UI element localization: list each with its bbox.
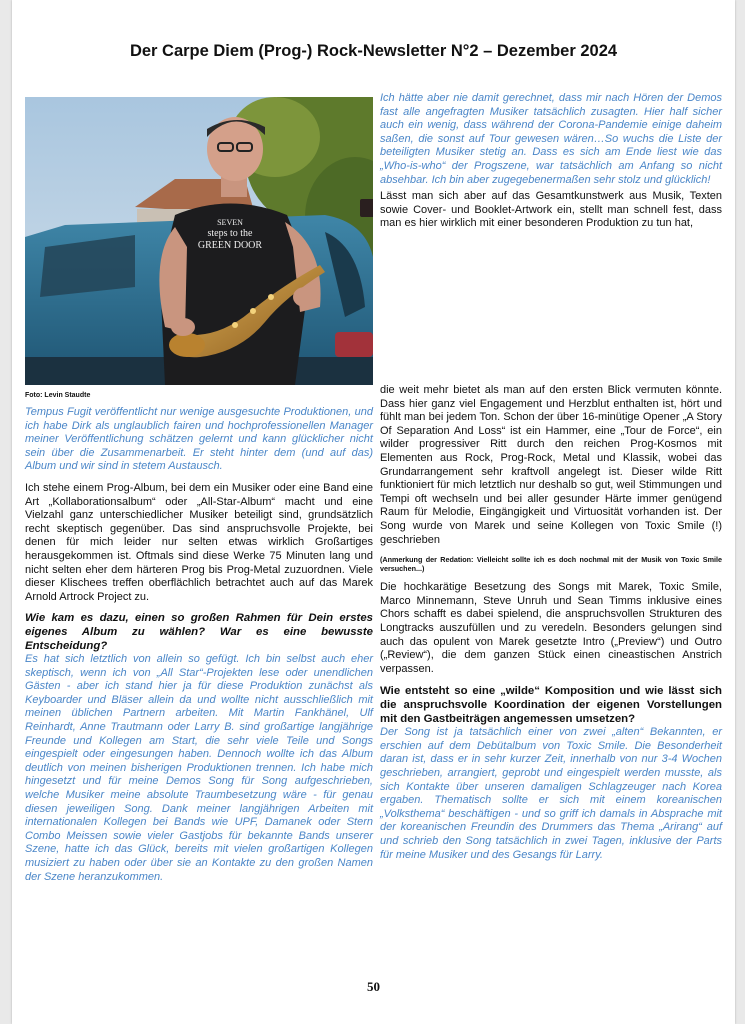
interview-answer: Es hat sich letztlich von allein so gefügt. Ich bin selbst auch eher skeptisch, wenn ich von „All Star“-Projekten lese oder unendlichen Gästen - aber ich stand hier ja für diese Produktion zunächst als Keyboarder und Bläser allein da und wollte nicht ausschließlich mit meinen üblichen Partnern arbeiten. Mit Martin Fankhänel, Ulf Reinhardt, Anne Trautmann oder Larry B. sind großartige langjährige Freunde und Kollegen am Start, die sehr viele Teile und Songs eingespielt oder eingesungen haben. Dennoch wollte ich das Album deutlich von meinen bisherigen Produktionen trennen. Ich habe mich hingesetzt und für meine Demos Song für Song aufgeschrieben, welche Musiker meine absolute Traumbesetzung wäre - für genau diesen jeweiligen Song. Dank meiner langjährigen Arbeiten mit internationalen Kollegen bei Bands wie UPF, Damanek oder Stern Combo Meissen sowie vieler Gastjobs für bekannte Bands unserer Szene, hatte ich das Glück, bereits mit vielen großartigen Kollegen musiziert zu haben oder über sie an Kontakte zu den großen Namen der Szene heranzukommen.: [25, 653, 373, 883]
interview-intro: Tempus Fugit veröffentlicht nur wenige ausgesuchte Produktionen, und ich habe Dirk als unglaublich fairen und hochprofessionellen Manager meiner Veröffentlichung schätzen gelernt und kann glücklicher nicht sein über die Zusammenarbeit. Er steht hinter dem (und auf das) Album und wir sind in stetem Austausch.: [25, 406, 373, 473]
photo-caption: Foto: Levin Staudte: [25, 392, 91, 399]
musician-photo: [25, 97, 373, 385]
left-column: [25, 406, 373, 892]
review-paragraph: Ich stehe einem Prog-Album, bei dem ein Musiker oder eine Band eine Art „Kollaborationsalbum“ oder „All-Star-Album“ macht und eine Vielzahl ganz unterschiedlicher Musiker beteiligt sind, grundsätzlich recht skeptisch gegenüber. Das sind anspruchsvolle Projekte, bei denen für mich leider nur selten etwas wirklich Großartiges herausgekommen ist. Oftmals sind diese Werke 75 Minuten lang und nicht selten eher dem härteren Prog bis Prog-Metal zuzuordnen. Viele dieser Klischees treffen oberflächlich betrachtet auch auf das Marek Arnold Artrock Project zu.: [25, 481, 373, 603]
right-column-top: [380, 92, 722, 231]
svg-text:SEVEN: SEVEN: [217, 218, 243, 227]
right-column: [380, 384, 722, 870]
newsletter-page: [12, 0, 735, 1024]
review-paragraph-narrow: Lässt man sich aber auf das Gesamtkunstwerk aus Musik, Texten sowie Cover- und Booklet-Artwork ein, stellt man schnell fest, dass man es hier wirklich mit einer besonderen Produktion zu tun hat,: [380, 190, 722, 230]
photo-illustration: [25, 97, 373, 385]
editor-note: (Anmerkung der Redation: Vielleicht sollte ich es doch nochmal mit der Musik von Toxic Smile versuchen...): [380, 555, 722, 574]
interview-question: Wie kam es dazu, einen so großen Rahmen für Dein erstes eigenes Album zu wählen? War es eine bewusste Entscheidung?: [25, 612, 373, 652]
page-title: Der Carpe Diem (Prog-) Rock-Newsletter N°2 – Dezember 2024: [129, 42, 618, 60]
review-paragraph-wide: die weit mehr bietet als man auf den ersten Blick vermuten könnte. Dass hier ganz viel Engagement und Herzblut enthalten ist, hört und fühlt man bei jedem Ton. Schon der über 16-minütige Opener „A Story Of Separation And Loss“ ist ein Hammer, eine „Tour de Force“, ein wilder progressiver Ritt durch den reichen Prog-Kosmos mit Elementen aus Rock, Prog-Rock, Metal und Klassik, wobei das Grundarrangement sehr kraftvoll angelegt ist. Dieser wilde Ritt funktioniert für mich letztlich nur deshalb so gut, weil Stimmungen und Tempi oft wechseln und bei aller gesunder Härte immer genügend Raum für Melodie, Eingängigkeit und Virtuosität vorhanden ist. Der Song wurde von Marek und seine Kollegen von Toxic Smile (!) geschrieben: [380, 384, 722, 546]
interview-continuation: Ich hätte aber nie damit gerechnet, dass mir nach Hören der Demos fast alle angefragten Musiker tatsächlich zusagten. Hier half sicher auch ein wenig, dass während der Corona-Pandemie einige daheim saßen, die sonst auf Tour gewesen wären…So wuchs die Liste der beteiligten Musiker stetig an. Dass es sich am Ende liest wie das „Who-is-who“ der Progszene, war tatsächlich am Anfang so nicht absehbar. Ich bin aber zugegebenermaßen sehr stolz und glücklich!: [380, 92, 722, 186]
review-paragraph-2: Die hochkarätige Besetzung des Songs mit Marek, Toxic Smile, Marco Minnemann, Steve Unruh und Sean Timms inklusive eines Chors schafft es dabei spielend, die anspruchsvollen Strukturen des Longtracks auszufüllen und zu veredeln. Besonders gelungen sind auch das opulent von Marek gesetzte Intro („Preview“) und Outro („Review“), die dem ganzen Stück einen cineastischen Anstrich verpassen.: [380, 581, 722, 675]
svg-text:steps to the: steps to the: [207, 228, 253, 239]
interview-answer-2: Der Song ist ja tatsächlich einer von zwei „alten“ Bekannten, er erschien auf dem Debütalbum von Toxic Smile. Die Besonderheit daran ist, dass er in sehr kurzer Zeit, innerhalb von nur 3-4 Wochen geschrieben, arrangiert, geprobt und eingespielt werden musste, als sich Kontakte über unseren damaligen Schlagzeuger nach Korea ergaben. Thematisch sollte er sich mit einem koreanischen „Volksthema“ beschäftigen - und so griff ich damals in Absprache mit der koreanischen Freundin des Drummers das Thema „Arirang“ auf und schrieb den Song tatsächlich in zwei Tagen, inklusive der Parts für meine Musiker und des Gesangs für Larry.: [380, 726, 722, 861]
page-number: 50: [367, 979, 380, 994]
interview-question-2: Wie entsteht so eine „wilde“ Komposition und wie lässt sich die anspruchsvolle Koordination der eigenen Vorstellungen mit den Gastbeiträgen angemessen umsetzen?: [380, 685, 722, 726]
svg-text:GREEN DOOR: GREEN DOOR: [197, 240, 263, 251]
